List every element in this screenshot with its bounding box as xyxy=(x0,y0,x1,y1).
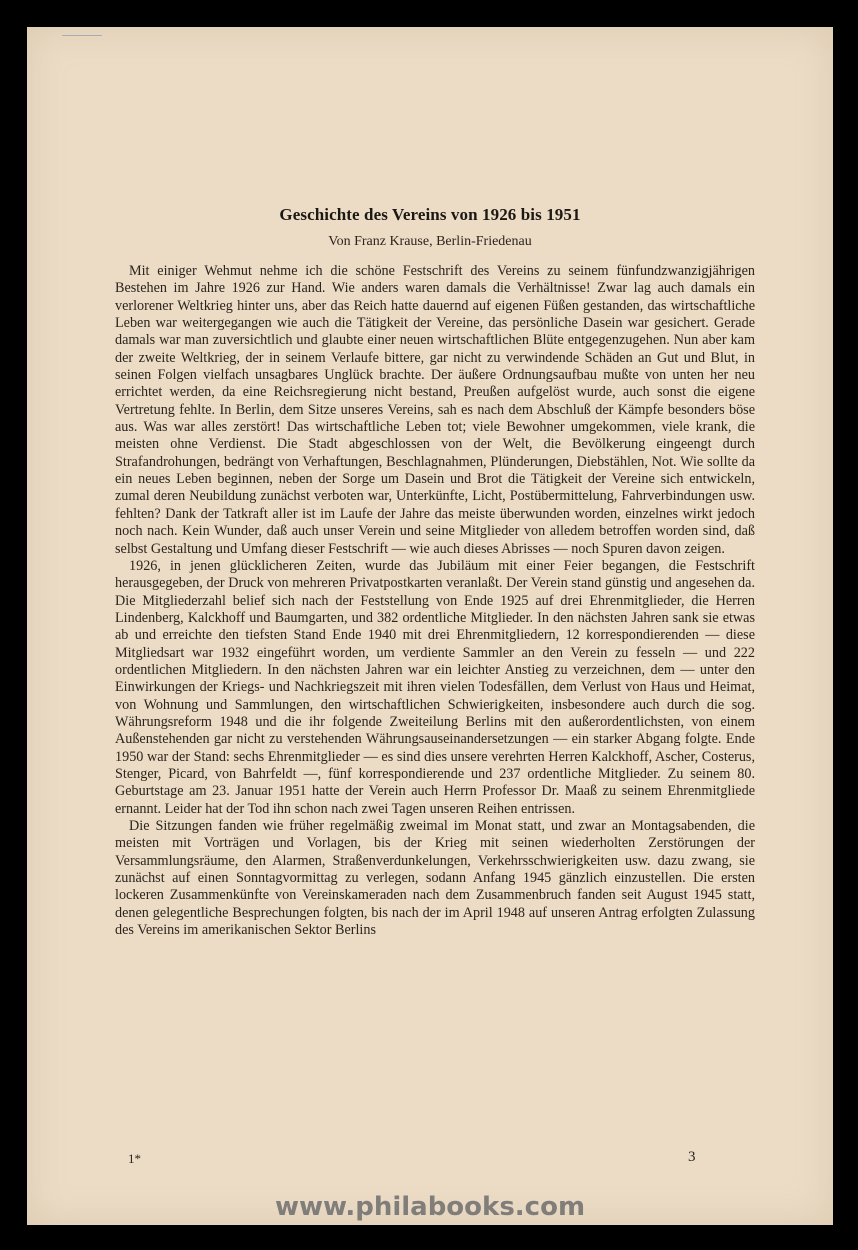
page-number: 3 xyxy=(688,1149,696,1165)
article-byline: Von Franz Krause, Berlin-Friedenau xyxy=(328,234,532,249)
article-title: Geschichte des Vereins von 1926 bis 1951 xyxy=(279,205,581,224)
pencil-mark xyxy=(62,27,102,36)
paragraph: 1926, in jenen glücklicheren Zeiten, wurde das Jubiläum mit einer Feier begangen, die Festschrift herausgegeben, der Druck von mehreren Privatpostkarten veranlaßt. Der Verein stand günstig und angesehen da. Die Mitgliederzahl belief sich nach der Feststellung von Ende 1925 auf drei Ehrenmitglieder, die Herren Lindenberg, Kalckhoff und Baumgarten, und 382 ordentliche Mitglieder. In den nächsten Jahren sank sie etwas ab und erreichte den tiefsten Stand Ende 1940 mit drei Ehrenmitgliedern, 12 korrespondierenden — diese Mitgliedsart war 1932 eingeführt worden, um verdiente Sammler an den Verein zu fesseln — und 222 ordentlichen Mitgliedern. In den nächsten Jahren war ein leichter Anstieg zu verzeichnen, dem — unter den Einwirkungen der Kriegs- und Nachkriegszeit mit ihren vielen Todesfällen, dem Verlust von Haus und Heimat, von Wohnung und Sammlungen, den wirtschaftlichen Schwierigkeiten, insbesondere auch durch die sog. Währungsreform 1948 und die ihr folgende Zweiteilung Berlins mit den außerordentlichsten, von einem Außenstehenden gar nicht zu verstehenden Währungsauseinandersetzungen — ein starker Abgang folgte. Ende 1950 war der Stand: sechs Ehrenmitglieder — es sind dies unsere verehrten Herren Kalckhoff, Ascher, Costerus, Stenger, Picard, von Bahrfeldt —, fünf korrespondierende und 237 ordentliche Mitglieder. Zu seinem 80. Geburtstage am 23. Januar 1951 hatte der Verein auch Herrn Professor Dr. Maaß zu seinem Ehrenmitgliede ernannt. Leider hat der Tod ihn schon nach zwei Tagen unseren Reihen entrissen. xyxy=(115,557,755,817)
article-body xyxy=(115,263,755,939)
watermark-text: www.philabooks.com xyxy=(274,1192,586,1222)
document-page xyxy=(27,27,833,1225)
signature-mark: 1* xyxy=(128,1151,141,1166)
paragraph: Die Sitzungen fanden wie früher regelmäßig zweimal im Monat statt, und zwar an Montagsabenden, die meisten mit Vorträgen und Vorlagen, bis der Krieg mit seinen wiederholten Zerstörungen der Versammlungsräume, den Alarmen, Straßenverdunkelungen, Verkehrsschwierigkeiten usw. dazu zwang, sie zunächst auf einen Sonntagvormittag zu verlegen, sodann Anfang 1945 gänzlich einzustellen. Die ersten lockeren Zusammenkünfte von Vereinskameraden nach dem Zusammenbruch fanden seit August 1945 statt, denen gelegentliche Besprechungen folgten, bis nach der im April 1948 auf unseren Antrag erfolgten Zulassung des Vereins im amerikanischen Sektor Berlins xyxy=(115,818,755,939)
paragraph: Mit einiger Wehmut nehme ich die schöne Festschrift des Vereins zu seinem fünfundzwanzigjährigen Bestehen im Jahre 1926 zur Hand. Wie anders waren damals die Verhältnisse! Zwar lag auch damals ein verlorener Weltkrieg hinter uns, aber das Reich hatte dauernd auf eigenen Füßen gestanden, das wirtschaftliche Leben war weitergegangen wie auch die Tätigkeit der Vereine, das persönliche Dasein war gesichert. Gerade damals war man zuversichtlich und glaubte einer neuen wirtschaftlichen Blüte entgegenzugehen. Nun aber kam der zweite Weltkrieg, der in seinem Verlaufe bittere, gar nicht zu verwindende Schäden an Gut und Blut, in seinen Folgen vielfach unsagbares Unglück brachte. Der äußere Ordnungsaufbau mußte von unten her neu errichtet werden, da eine Reichsregierung nicht bestand, Preußen aufgelöst wurde, auch sonst die eigene Vertretung fehlte. In Berlin, dem Sitze unseres Vereins, sah es nach dem Abschluß der Kämpfe besonders böse aus. Was war alles zerstört! Das wirtschaftliche Leben tot; viele Bewohner umgekommen, viele krank, die meisten ohne Verdienst. Die Stadt abgeschlossen von der Welt, die Bevölkerung eingeengt durch Strafandrohungen, bedrängt von Verhaftungen, Beschlagnahmen, Plünderungen, Diebstählen, Not. Wie sollte da ein neues Leben beginnen, neben der Sorge um Dasein und Brot die Tätigkeit der Vereine sich entwickeln, zumal deren Neubildung zunächst verboten war, Unterkünfte, Licht, Postübermittelung, Fahrverbindungen usw. fehlten? Dank der Tatkraft aller ist im Laufe der Jahre das meiste überwunden worden, einzelnes wirkt jedoch noch nach. Kein Wunder, daß auch unser Verein und seine Mitglieder von alledem betroffen worden sind, daß selbst Gestaltung und Umfang dieser Festschrift — wie auch dieses Abrisses — noch Spuren davon zeigen. xyxy=(115,263,755,557)
